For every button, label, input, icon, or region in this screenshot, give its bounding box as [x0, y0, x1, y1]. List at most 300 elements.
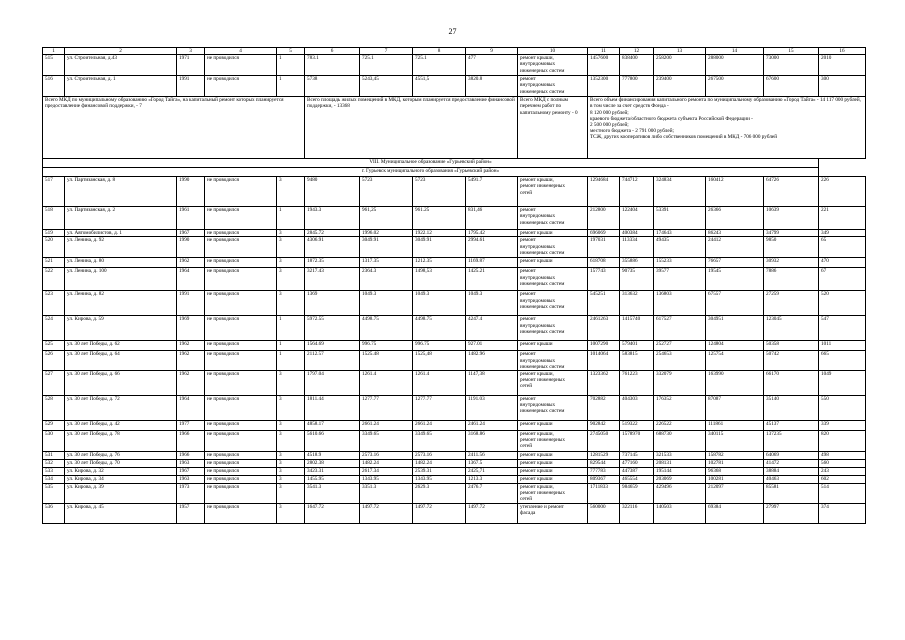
area-col8-cell: 4498.75 [413, 316, 466, 341]
address-cell: ул. Партизанская, д. 2 [65, 207, 177, 230]
header-cell: 13 [654, 48, 706, 55]
total-area-cell: 3217.43 [305, 268, 360, 291]
table-row [43, 460, 866, 468]
cost-regional-cell: 203069 [654, 476, 706, 484]
address-cell: ул. Ленина, д. 82 [65, 291, 177, 316]
cost-local-cell: 267500 [706, 76, 764, 97]
summary-row [43, 97, 866, 159]
total-area-cell: 2845.72 [305, 230, 360, 237]
category-cell: 3 [277, 484, 305, 504]
header-cell: 4 [205, 48, 277, 55]
repair-status-cell: не проводился [205, 268, 277, 291]
cost-regional-cell: 208131 [654, 460, 706, 468]
repair-status-cell: не проводился [205, 484, 277, 504]
empty-cell [819, 159, 866, 168]
cost-regional-cell: 174643 [654, 230, 706, 237]
year-built-cell: 1962 [177, 371, 205, 396]
repair-work-cell: ремонт крыши, ремонт инженерных сетей [518, 177, 588, 207]
table-row [43, 258, 866, 268]
cost-fund-cell: 400384 [620, 230, 654, 237]
repair-status-cell: не проводился [205, 230, 277, 237]
table-row [43, 76, 866, 97]
cost-owners-cell: 50358 [764, 341, 819, 351]
cost-regional-cell: 321533 [654, 452, 706, 460]
category-cell: 3 [277, 230, 305, 237]
repair-work-cell: ремонт крыши [518, 230, 588, 237]
year-built-cell: 1961 [177, 207, 205, 230]
table-row [43, 484, 866, 504]
area-col9-cell: 1213.3 [466, 476, 518, 484]
area-col7-cell: 4498.75 [360, 316, 413, 341]
row-number-cell: 529 [43, 421, 65, 431]
year-built-cell: 1967 [177, 230, 205, 237]
cost-local-cell: 96368 [706, 468, 764, 476]
year-built-cell: 1963 [177, 460, 205, 468]
area-col9-cell: 2411.56 [466, 452, 518, 460]
cost-fund-cell: 583815 [620, 351, 654, 371]
cost-per-m2-cell: 67 [819, 268, 866, 291]
year-built-cell: 1977 [177, 421, 205, 431]
summary-financing: Всего объем финансирования капитального ремонта по муниципальному образованию «Город Тайга» - 14 117 000 рублей, в том числе за счет средств Фонда - 8 120 000 рублей; краевого бюджета/областного бюджета субъекта Российской Федерации - 2 500 000 рублей; местного бюджета - 2 791 000 рублей; ТСЖ, других кооперативов либо собственников помещений в МКД - 706 000 рублей [588, 97, 866, 159]
cost-local-cell: 125754 [706, 351, 764, 371]
repair-status-cell: не проводился [205, 258, 277, 268]
address-cell: ул. 30 лет Победы, д. 78 [65, 431, 177, 452]
repair-work-cell: ремонт крыши [518, 341, 588, 351]
area-col7-cell: 5723 [360, 177, 413, 207]
row-number-cell: 525 [43, 341, 65, 351]
cost-per-m2-cell: 820 [819, 431, 866, 452]
cost-owners-cell: 41472 [764, 460, 819, 468]
cost-fund-cell: 477160 [620, 460, 654, 468]
area-col9-cell: 1191.03 [466, 396, 518, 421]
total-area-cell: 1943.3 [305, 207, 360, 230]
repair-work-cell: ремонт внутридомовых инженерных систем [518, 351, 588, 371]
cost-total-cell: 809367 [588, 476, 620, 484]
repair-work-cell: ремонт крыши [518, 452, 588, 460]
area-col7-cell: 2364.3 [360, 268, 413, 291]
cost-total-cell: 2745050 [588, 431, 620, 452]
area-col8-cell: 2629.3 [413, 484, 466, 504]
header-cell: 2 [65, 48, 177, 55]
cost-local-cell: 100281 [706, 476, 764, 484]
cost-local-cell: 340115 [706, 431, 764, 452]
year-built-cell: 1957 [177, 504, 205, 524]
address-cell: ул. Кирова, д. 39 [65, 484, 177, 504]
table-row [43, 291, 866, 316]
cost-regional-cell: 176352 [654, 396, 706, 421]
address-cell: ул. Строительная, д.43 [65, 55, 177, 76]
area-col8-cell: 1497.72 [413, 504, 466, 524]
cost-local-cell: 69384 [706, 504, 764, 524]
total-area-cell: 1811.44 [305, 396, 360, 421]
row-number-cell: 527 [43, 371, 65, 396]
repair-status-cell: не проводился [205, 476, 277, 484]
area-col9-cell: 477 [466, 55, 518, 76]
area-col9-cell: 1482.96 [466, 351, 518, 371]
total-area-cell: 9480 [305, 177, 360, 207]
category-cell: 3 [277, 177, 305, 207]
repair-status-cell: не проводился [205, 396, 277, 421]
cost-total-cell: 1457600 [588, 55, 620, 76]
year-built-cell: 1962 [177, 258, 205, 268]
table-row [43, 421, 866, 431]
area-col9-cell: 4247.4 [466, 316, 518, 341]
year-built-cell: 1990 [177, 237, 205, 258]
cost-fund-cell: 355886 [620, 258, 654, 268]
category-cell: 3 [277, 291, 305, 316]
area-col7-cell: 1482.24 [360, 460, 413, 468]
summary-full-works: Всего МКД с полным перечнем работ по капитальному ремонту - 0 [518, 97, 588, 159]
area-col8-cell: 1277.77 [413, 396, 466, 421]
cost-owners-cell: 64726 [764, 177, 819, 207]
year-built-cell: 1971 [177, 55, 205, 76]
repair-work-cell: ремонт внутридомовых инженерных систем [518, 268, 588, 291]
cost-local-cell: 158782 [706, 452, 764, 460]
area-col7-cell: 1343.95 [360, 476, 413, 484]
cost-owners-cell: 27997 [764, 504, 819, 524]
cost-fund-cell: 1578970 [620, 431, 654, 452]
cost-owners-cell: 64069 [764, 452, 819, 460]
cost-total-cell: 696069 [588, 230, 620, 237]
address-cell: ул. Ленина, д. 100 [65, 268, 177, 291]
table-row [43, 230, 866, 237]
table-row [43, 371, 866, 396]
summary-mkd-count: Всего МКД по муниципальному образованию «Город Тайга», на капитальный ремонт которых планируется предоставление финансовой поддержки, - 7 [43, 97, 305, 159]
table-row [43, 452, 866, 460]
address-cell: ул. Строительная, д. 1 [65, 76, 177, 97]
section-row [43, 168, 866, 177]
cost-per-m2-cell: 560 [819, 460, 866, 468]
row-number-cell: 531 [43, 452, 65, 460]
area-col9-cell: 3820.8 [466, 76, 518, 97]
cost-fund-cell: 838400 [620, 55, 654, 76]
area-col8-cell: 961.25 [413, 207, 466, 230]
cost-total-cell: 545251 [588, 291, 620, 316]
repair-work-cell: ремонт крыши [518, 460, 588, 468]
area-col7-cell: 1277.77 [360, 396, 413, 421]
header-cell: 5 [277, 48, 305, 55]
area-col7-cell: 2661.24 [360, 421, 413, 431]
header-row [43, 48, 866, 55]
header-cell: 6 [305, 48, 360, 55]
cost-owners-cell: 34799 [764, 230, 819, 237]
cost-regional-cell: 254653 [654, 351, 706, 371]
table-row [43, 268, 866, 291]
category-cell: 1 [277, 55, 305, 76]
address-cell: ул. Кирова, д. 59 [65, 316, 177, 341]
row-number-cell: 523 [43, 291, 65, 316]
area-col9-cell: 1425.21 [466, 268, 518, 291]
section-heading-municipality: VIII. Муниципальное образование «Гурьевский район» [43, 159, 819, 168]
total-area-cell: 1872.35 [305, 258, 360, 268]
repair-status-cell: не проводился [205, 431, 277, 452]
repair-work-cell: утепление и ремонт фасада [518, 504, 588, 524]
area-col7-cell: 2617.34 [360, 468, 413, 476]
cost-per-m2-cell: 547 [819, 316, 866, 341]
table-row [43, 351, 866, 371]
cost-total-cell: 1014064 [588, 351, 620, 371]
header-cell: 1 [43, 48, 65, 55]
category-cell: 1 [277, 351, 305, 371]
cost-total-cell: 702882 [588, 396, 620, 421]
address-cell: ул. 30 лет Победы, д. 72 [65, 396, 177, 421]
repair-work-cell: ремонт внутридомовых инженерных систем [518, 237, 588, 258]
cost-per-m2-cell: 1049 [819, 371, 866, 396]
address-cell: ул. Партизанская, д. 8 [65, 177, 177, 207]
cost-per-m2-cell: 520 [819, 291, 866, 316]
cost-regional-cell: 195144 [654, 468, 706, 476]
cost-per-m2-cell: 65 [819, 237, 866, 258]
area-col9-cell: 1147,38 [466, 371, 518, 396]
repair-status-cell: не проводился [205, 452, 277, 460]
total-area-cell: 1455.95 [305, 476, 360, 484]
cost-local-cell: 102781 [706, 460, 764, 468]
year-built-cell: 1962 [177, 341, 205, 351]
area-col8-cell: 1212.35 [413, 258, 466, 268]
cost-total-cell: 1711833 [588, 484, 620, 504]
category-cell: 1 [277, 316, 305, 341]
header-cell: 8 [413, 48, 466, 55]
area-col9-cell: 1497.72 [466, 504, 518, 524]
cost-fund-cell: 519322 [620, 421, 654, 431]
cost-owners-cell: 50742 [764, 351, 819, 371]
year-built-cell: 1990 [177, 177, 205, 207]
area-col8-cell: 2661.24 [413, 421, 466, 431]
empty-cell [819, 168, 866, 177]
area-col7-cell: 1497.72 [360, 504, 413, 524]
area-col8-cell: 3049.91 [413, 237, 466, 258]
repair-status-cell: не проводился [205, 371, 277, 396]
cost-fund-cell: 447387 [620, 468, 654, 476]
cost-local-cell: 124804 [706, 341, 764, 351]
row-number-cell: 526 [43, 351, 65, 371]
table-row [43, 504, 866, 524]
row-number-cell: 530 [43, 431, 65, 452]
year-built-cell: 1964 [177, 396, 205, 421]
cost-total-cell: 1323362 [588, 371, 620, 396]
cost-per-m2-cell: 1011 [819, 341, 866, 351]
housing-repair-table [42, 47, 866, 524]
address-cell: ул. 30 лет Победы, д. 42 [65, 421, 177, 431]
page-number: 27 [448, 27, 457, 36]
cost-total-cell: 2461263 [588, 316, 620, 341]
area-col7-cell: 996.75 [360, 341, 413, 351]
area-col9-cell: 5491.7 [466, 177, 518, 207]
address-cell: ул. 30 лет Победы, д. 70 [65, 460, 177, 468]
address-cell: ул. Автомобилистов, д. 1 [65, 230, 177, 237]
total-area-cell: 3541.3 [305, 484, 360, 504]
year-built-cell: 1966 [177, 431, 205, 452]
row-number-cell: 518 [43, 207, 65, 230]
cost-per-m2-cell: 243 [819, 468, 866, 476]
address-cell: ул. Кирова, д. 34 [65, 476, 177, 484]
table-row [43, 396, 866, 421]
cost-fund-cell: 1415740 [620, 316, 654, 341]
cost-regional-cell: 324834 [654, 177, 706, 207]
row-number-cell: 533 [43, 468, 65, 476]
cost-regional-cell: 252727 [654, 341, 706, 351]
year-built-cell: 1964 [177, 268, 205, 291]
cost-fund-cell: 90735 [620, 268, 654, 291]
cost-owners-cell: 123045 [764, 316, 819, 341]
cost-total-cell: 829544 [588, 460, 620, 468]
area-col9-cell: 2425,71 [466, 468, 518, 476]
cost-regional-cell: 226522 [654, 421, 706, 431]
cost-per-m2-cell: 602 [819, 476, 866, 484]
header-cell: 15 [764, 48, 819, 55]
cost-per-m2-cell: 339 [819, 421, 866, 431]
header-cell: 3 [177, 48, 205, 55]
cost-per-m2-cell: 226 [819, 177, 866, 207]
area-col8-cell: 996.75 [413, 341, 466, 351]
table-row [43, 207, 866, 230]
year-built-cell: 1991 [177, 76, 205, 97]
cost-total-cell: 157743 [588, 268, 620, 291]
repair-work-cell: ремонт крыши [518, 421, 588, 431]
year-built-cell: 1969 [177, 316, 205, 341]
area-col8-cell: 1049.3 [413, 291, 466, 316]
cost-total-cell: 1007290 [588, 341, 620, 351]
repair-work-cell: ремонт крыши [518, 468, 588, 476]
cost-total-cell: 212800 [588, 207, 620, 230]
table-row [43, 55, 866, 76]
area-col7-cell: 1261.4 [360, 371, 413, 396]
category-cell: 3 [277, 476, 305, 484]
cost-fund-cell: 737145 [620, 452, 654, 460]
category-cell: 3 [277, 460, 305, 468]
row-number-cell: 519 [43, 230, 65, 237]
address-cell: ул. 30 лет Победы, д. 66 [65, 371, 177, 396]
category-cell: 1 [277, 76, 305, 97]
area-col8-cell: 4551,5 [413, 76, 466, 97]
cost-local-cell: 76657 [706, 258, 764, 268]
cost-regional-cell: 49435 [654, 237, 706, 258]
repair-status-cell: не проводился [205, 351, 277, 371]
category-cell: 3 [277, 431, 305, 452]
repair-work-cell: ремонт крыши [518, 476, 588, 484]
cost-owners-cell: 40463 [764, 476, 819, 484]
repair-status-cell: не проводился [205, 237, 277, 258]
total-area-cell: 3423.31 [305, 468, 360, 476]
total-area-cell: 1564.69 [305, 341, 360, 351]
cost-per-m2-cell: 349 [819, 230, 866, 237]
area-col7-cell: 1996.02 [360, 230, 413, 237]
total-area-cell: 1647.72 [305, 504, 360, 524]
cost-regional-cell: 136803 [654, 291, 706, 316]
cost-local-cell: 26366 [706, 207, 764, 230]
area-col7-cell: 961,25 [360, 207, 413, 230]
cost-local-cell: 67557 [706, 291, 764, 316]
area-col9-cell: 2461.24 [466, 421, 518, 431]
repair-work-cell: ремонт крыши, внутридомовых инженерных систем [518, 55, 588, 76]
area-col8-cell: 1261.4 [413, 371, 466, 396]
address-cell: ул. Ленина, д. 92 [65, 237, 177, 258]
cost-local-cell: 163990 [706, 371, 764, 396]
total-area-cell: 783.1 [305, 55, 360, 76]
cost-regional-cell: 239400 [654, 76, 706, 97]
cost-per-m2-cell: 665 [819, 351, 866, 371]
cost-owners-cell: 27259 [764, 291, 819, 316]
cost-fund-cell: 579401 [620, 341, 654, 351]
area-col9-cell: 831,46 [466, 207, 518, 230]
header-cell: 12 [620, 48, 654, 55]
area-col9-cell: 1795.42 [466, 230, 518, 237]
cost-per-m2-cell: 550 [819, 396, 866, 421]
cost-regional-cell: 39577 [654, 268, 706, 291]
repair-status-cell: не проводился [205, 291, 277, 316]
category-cell: 3 [277, 421, 305, 431]
cost-local-cell: 160412 [706, 177, 764, 207]
section-heading-city: г. Гурьевск муниципального образования «Гурьевский район» [43, 168, 819, 177]
total-area-cell: 4858.17 [305, 421, 360, 431]
table-row [43, 237, 866, 258]
cost-total-cell: 1294684 [588, 177, 620, 207]
table-row [43, 468, 866, 476]
area-col8-cell: 3349.65 [413, 431, 466, 452]
area-col9-cell: 2994.61 [466, 237, 518, 258]
category-cell: 3 [277, 268, 305, 291]
cost-owners-cell: 38884 [764, 468, 819, 476]
cost-local-cell: 19545 [706, 268, 764, 291]
cost-owners-cell: 137235 [764, 431, 819, 452]
area-col9-cell: 927.01 [466, 341, 518, 351]
cost-fund-cell: 984659 [620, 484, 654, 504]
total-area-cell: 4518.9 [305, 452, 360, 460]
repair-work-cell: ремонт внутридомовых инженерных систем [518, 316, 588, 341]
area-col7-cell: 3351.3 [360, 484, 413, 504]
category-cell: 3 [277, 237, 305, 258]
category-cell: 3 [277, 504, 305, 524]
year-built-cell: 1963 [177, 476, 205, 484]
area-col9-cell: 1367.5 [466, 460, 518, 468]
cost-total-cell: 560000 [588, 504, 620, 524]
area-col8-cell: 1498,53 [413, 268, 466, 291]
repair-work-cell: ремонт крыши, ремонт инженерных сетей [518, 371, 588, 396]
cost-fund-cell: 465554 [620, 476, 654, 484]
total-area-cell: 5972.55 [305, 316, 360, 341]
area-col8-cell: 1343.95 [413, 476, 466, 484]
total-area-cell: 5738 [305, 76, 360, 97]
year-built-cell: 1991 [177, 291, 205, 316]
area-col8-cell: 725.1 [413, 55, 466, 76]
cost-local-cell: 111861 [706, 421, 764, 431]
area-col7-cell: 3349.65 [360, 431, 413, 452]
row-number-cell: 522 [43, 268, 65, 291]
total-area-cell: 2802.38 [305, 460, 360, 468]
area-col7-cell: 1525.48 [360, 351, 413, 371]
cost-owners-cell: 85581 [764, 484, 819, 504]
cost-local-cell: 24412 [706, 237, 764, 258]
cost-local-cell: 87087 [706, 396, 764, 421]
row-number-cell: 520 [43, 237, 65, 258]
cost-total-cell: 777783 [588, 468, 620, 476]
repair-work-cell: ремонт крыши [518, 258, 588, 268]
cost-total-cell: 1281529 [588, 452, 620, 460]
area-col7-cell: 1317.35 [360, 258, 413, 268]
cost-total-cell: 197031 [588, 237, 620, 258]
cost-per-m2-cell: 470 [819, 258, 866, 268]
cost-regional-cell: 258200 [654, 55, 706, 76]
category-cell: 3 [277, 468, 305, 476]
address-cell: ул. 30 лет Победы, д. 76 [65, 452, 177, 460]
section-row [43, 159, 866, 168]
row-number-cell: 534 [43, 476, 65, 484]
cost-per-m2-cell: 2010 [819, 55, 866, 76]
cost-fund-cell: 313632 [620, 291, 654, 316]
area-col7-cell: 3049.91 [360, 237, 413, 258]
cost-owners-cell: 30932 [764, 258, 819, 268]
total-area-cell: 2112.57 [305, 351, 360, 371]
